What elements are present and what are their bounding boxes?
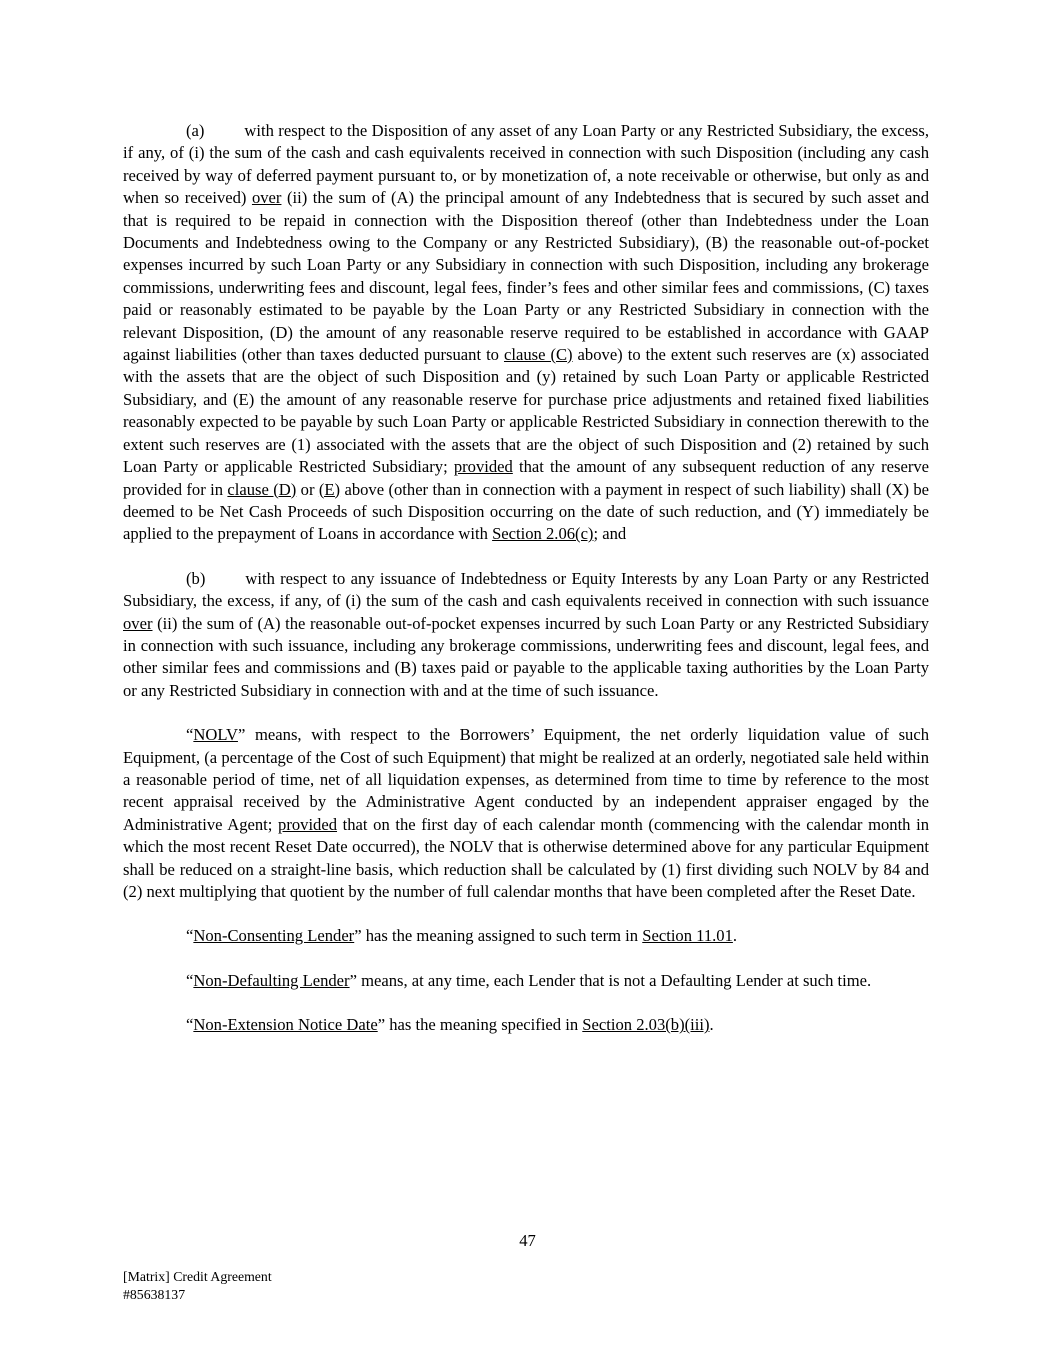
footer-doc-id: #85638137	[123, 1286, 186, 1302]
text-run: “	[186, 926, 194, 946]
underlined-term: Section 2.06(c)	[492, 524, 594, 544]
underlined-term: provided	[453, 457, 513, 477]
text-run: .	[732, 926, 738, 946]
underlined-term: (E)	[318, 479, 341, 499]
text-run: ” means, at any time, each Lender that is not a Defaulting Lender at such time.	[349, 970, 872, 990]
clause-b-paragraph	[123, 568, 929, 702]
document-body	[123, 120, 929, 1037]
text-run: (ii) the sum of (A) the reasonable out-of-pocket expenses incurred by such Loan Party or any Restricted Subsidiary in connection with such issuance, including any brokerage commissions, underwriting fees and discount, legal fees, and other similar fees and commissions and (B) taxes paid or payable to the applicable taxing authorities by the Loan Party or any Restricted Subsidiary in connection with and at the time of such issuance.	[123, 613, 929, 700]
document-footer	[123, 1268, 272, 1303]
text-run: with respect to the Disposition of any asset of any Loan Party or any Restricted Subsidiary, the excess, if any, of (i) the sum of the cash and cash equivalents received in connection with such Disposition (including any cash received by way of deferred payment pursuant to, or by monetization of, a note receivable or otherwise, but only as and when so received)	[123, 121, 929, 208]
underlined-term: NOLV	[193, 725, 238, 745]
underlined-term: clause (C)	[503, 345, 573, 365]
text-run: that on the first day of each calendar month (commencing with the calendar month in which the most recent Reset Date occurred), the NOLV that is otherwise determined above for any particular Equipment shall be reduced on a straight-line basis, which reduction shall be calculated by (1) first dividing such NOLV by 84 and (2) next multiplying that quotient by the number of full calendar months that have been completed after the Reset Date.	[123, 814, 929, 901]
underlined-term: Non-Extension Notice Date	[193, 1015, 378, 1035]
text-run: with respect to any issuance of Indebtedness or Equity Interests by any Loan Party or any Restricted Subsidiary, the excess, if any, of (i) the sum of the cash and cash equivalents received in connection with such issuance	[123, 568, 929, 611]
text-run: “	[186, 1015, 194, 1035]
text-run: .	[709, 1015, 714, 1035]
non-consenting-lender-paragraph	[123, 925, 929, 947]
text-run: that the amount of any subsequent reduction of any reserve provided for in	[123, 457, 930, 499]
text-run: ” has the meaning specified in	[377, 1015, 583, 1035]
text-run: (a)	[186, 121, 205, 140]
text-run: above) to the extent such reserves are (x) associated with the assets that are the object of such Disposition and (y) retained by such Loan Party or applicable Restricted Subsidiary, and (E) the amount of any reasonable reserve for purchase price adjustments and retained fixed liabilities reasonably expected to be payable by such Loan Party or applicable Restricted Subsidiary in connection therewith to the extent such reserves are (1) associated with the assets that are the object of such Disposition and (2) retained by such Loan Party or applicable Restricted Subsidiary;	[123, 345, 929, 477]
text-run: ; and	[593, 524, 627, 544]
text-run: (b)	[186, 568, 206, 588]
underlined-term: over	[251, 188, 282, 208]
page-number: 47	[519, 1231, 536, 1250]
text-run: “	[186, 725, 194, 745]
clause-a-paragraph	[123, 120, 929, 546]
text-run: above (other than in connection with a payment in respect of such liability) shall (X) be deemed to be Net Cash Proceeds of such Disposition occurring on the date of such reduction, and (Y) immediately be applied to the prepayment of Loans in accordance with	[123, 479, 930, 544]
underlined-term: Section 11.01	[642, 926, 733, 946]
underlined-term: Section 2.03(b)(iii)	[582, 1015, 710, 1035]
underlined-term: clause (D)	[227, 479, 297, 499]
underlined-term: provided	[278, 814, 338, 834]
text-run: ” means, with respect to the Borrowers’ Equipment, the net orderly liquidation value of such Equipment, (a percentage of the Cost of such Equipment) that might be realized at an orderly, negotiated sale held within a reasonable period of time, net of all liquidation expenses, as determined from time to time by reference to the most recent appraisal received by the Administrative Agent conducted by an independent appraiser engaged by the Administrative Agent;	[123, 725, 929, 834]
non-extension-notice-date-paragraph	[123, 1014, 929, 1036]
text-run: ” has the meaning assigned to such term in	[354, 926, 643, 946]
underlined-term: over	[123, 613, 153, 633]
underlined-term: Non-Defaulting Lender	[193, 970, 350, 990]
underlined-term: Non-Consenting Lender	[193, 926, 355, 946]
non-defaulting-lender-paragraph	[123, 970, 929, 992]
footer-doc-title: [Matrix] Credit Agreement	[123, 1269, 272, 1284]
text-run: or	[296, 479, 319, 499]
text-run: (ii) the sum of (A) the principal amount of any Indebtedness that is secured by such asset and that is required to be repaid in connection with the Disposition thereof (other than Indebtedness under the Loan Documents and Indebtedness owing to the Company or any Restricted Subsidiary), (B) the reasonable out-of-pocket expenses incurred by such Loan Party or any Subsidiary in connection with such Disposition, including any brokerage commissions, underwriting fees and discount, legal fees, finder’s fees and other similar fees and commissions, (C) taxes paid or reasonably estimated to be payable by the Loan Party or any Restricted Subsidiary in connection with the relevant Disposition, (D) the amount of any reasonable reserve required to be established in accordance with GAAP against liabilities (other than taxes deducted pursuant to	[123, 188, 929, 365]
nolv-definition-paragraph	[123, 724, 929, 903]
text-run: “	[186, 970, 194, 990]
